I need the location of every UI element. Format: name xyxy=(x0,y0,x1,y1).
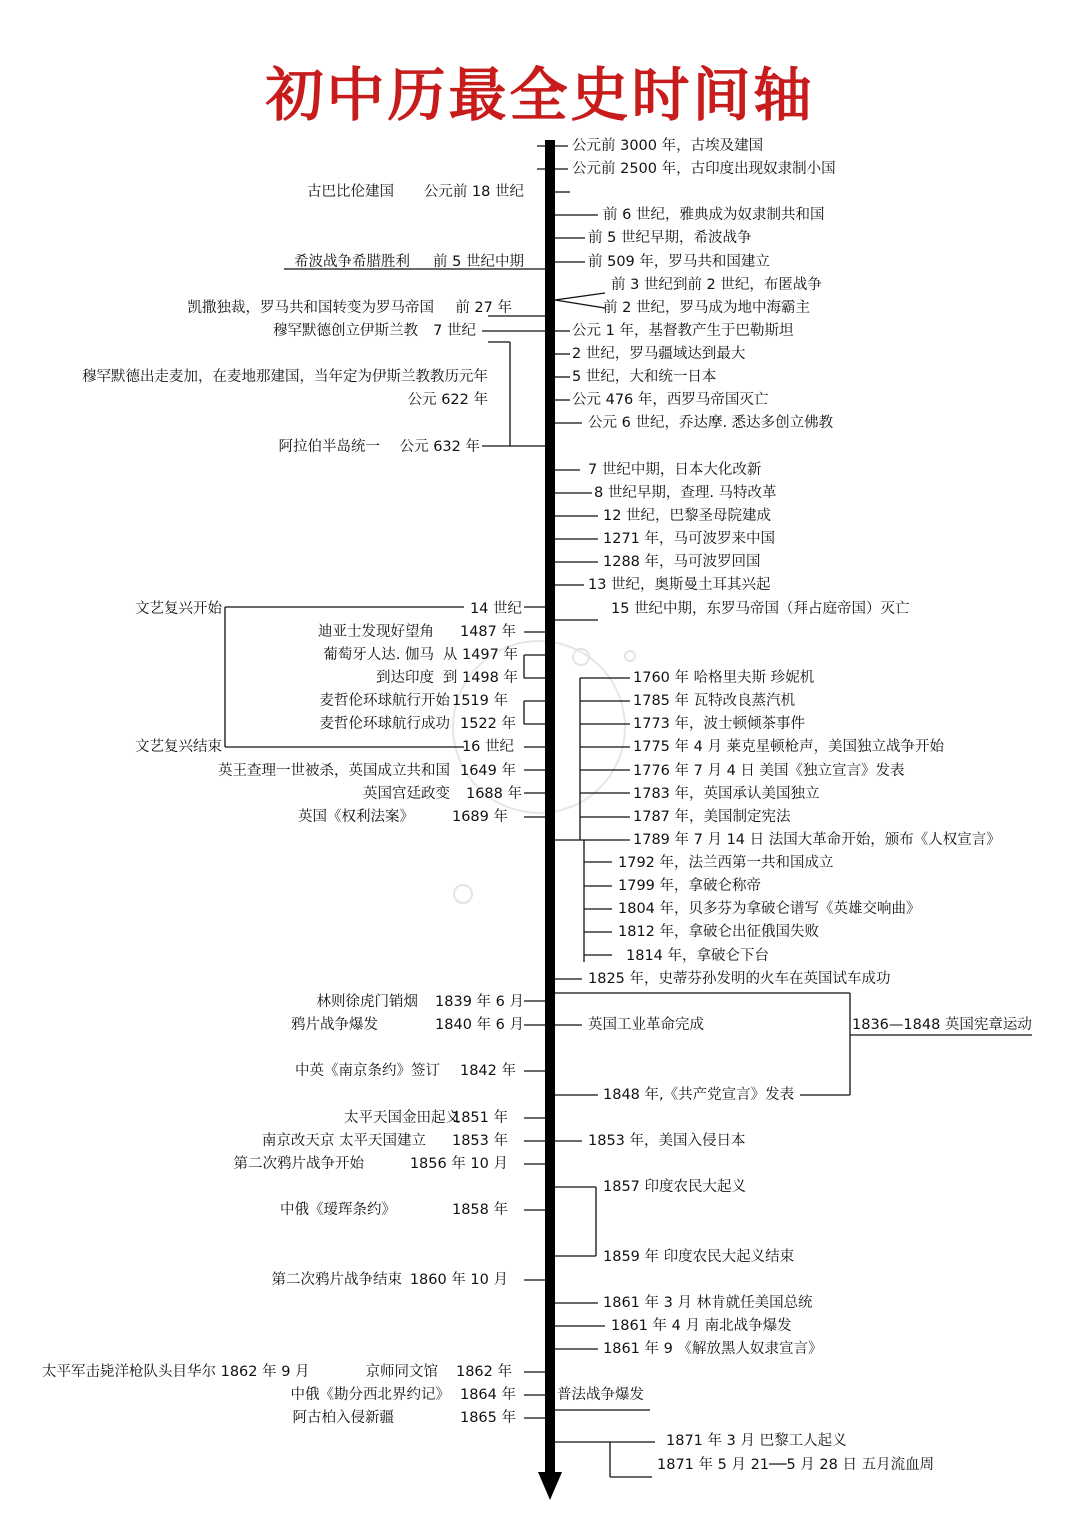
right-event: 公元 1 年，基督教产生于巴勒斯坦 xyxy=(572,323,794,339)
right-event: 前 509 年，罗马共和国建立 xyxy=(588,254,770,270)
left-event-label: 穆罕默德出走麦加，在麦地那建国，当年定为伊斯兰教教历元年 xyxy=(82,369,488,385)
right-event: 1775 年 4 月 莱克星顿枪声，美国独立战争开始 xyxy=(633,739,945,755)
left-event-label: 麦哲伦环球航行开始 xyxy=(319,693,450,709)
right-event: 公元 476 年，西罗马帝国灭亡 xyxy=(572,392,769,408)
left-event-date: 1688 年 xyxy=(465,786,522,802)
left-event-label: 南京改天京 太平天国建立 xyxy=(261,1133,426,1149)
right-event: 1288 年，马可波罗回国 xyxy=(603,554,761,570)
left-event-date: 1522 年 xyxy=(459,716,516,732)
left-event-date: 1487 年 xyxy=(459,624,516,640)
right-event: 13 世纪，奥斯曼土耳其兴起 xyxy=(588,577,771,593)
timeline-arrow-head xyxy=(538,1472,562,1500)
left-event-label: 迪亚士发现好望角 xyxy=(318,624,434,640)
left-event-date: 到 1498 年 xyxy=(442,670,518,686)
right-event: 1836—1848 英国宪章运动 xyxy=(852,1017,1032,1033)
left-event-label: 第二次鸦片战争结束 xyxy=(271,1272,402,1288)
left-event-date: 1689 年 xyxy=(451,809,508,825)
left-event-label: 阿拉伯半岛统一 xyxy=(278,439,380,455)
right-event: 前 2 世纪，罗马成为地中海霸主 xyxy=(603,300,810,316)
left-event-label: 到达印度 xyxy=(376,670,434,686)
page-title: 初中历最全史时间轴 xyxy=(265,61,815,129)
right-event: 1783 年，英国承认美国独立 xyxy=(633,786,820,802)
left-event-label: 阿古柏入侵新疆 xyxy=(292,1410,394,1426)
right-event: 7 世纪中期，日本大化改新 xyxy=(588,462,762,478)
left-event-date: 公元 632 年 xyxy=(399,439,480,455)
left-event-label: 英国《权利法案》 xyxy=(298,809,414,825)
right-event: 1814 年，拿破仑下台 xyxy=(626,948,770,964)
right-event: 15 世纪中期，东罗马帝国（拜占庭帝国）灭亡 xyxy=(611,601,910,617)
left-event-label: 中俄《勘分西北界约记》 xyxy=(290,1387,450,1403)
right-event: 1861 年 9 《解放黑人奴隶宣言》 xyxy=(603,1341,823,1357)
right-event: 1792 年，法兰西第一共和国成立 xyxy=(618,855,834,871)
right-event: 公元 6 世纪，乔达摩. 悉达多创立佛教 xyxy=(588,415,834,431)
left-event-date: 公元 622 年 xyxy=(407,392,488,408)
right-event: 公元前 2500 年，古印度出现奴隶制小国 xyxy=(572,161,836,177)
left-event-label: 英王查理一世被杀，英国成立共和国 xyxy=(218,763,450,779)
left-event-label: 英国宫廷政变 xyxy=(363,786,450,802)
left-event-label: 中英《南京条约》签订 xyxy=(295,1063,440,1079)
right-event: 1871 年 3 月 巴黎工人起义 xyxy=(666,1433,847,1449)
right-event: 1861 年 4 月 南北战争爆发 xyxy=(611,1318,792,1334)
left-event-date: 公元前 18 世纪 xyxy=(423,184,524,200)
right-event: 前 5 世纪早期，希波战争 xyxy=(588,230,752,246)
left-event-date: 1864 年 xyxy=(459,1387,516,1403)
left-event-date: 1840 年 6 月 xyxy=(435,1017,524,1033)
right-event: 1859 年 印度农民大起义结束 xyxy=(603,1249,795,1265)
right-event: 1776 年 7 月 4 日 美国《独立宣言》发表 xyxy=(633,763,905,779)
left-event-label: 太平天国金田起义 xyxy=(344,1110,460,1126)
right-event: 1773 年，波士顿倾茶事件 xyxy=(633,716,806,732)
left-event-date: 1519 年 xyxy=(451,693,508,709)
left-event-label: 古巴比伦建国 xyxy=(307,184,394,200)
left-event-date: 前 5 世纪中期 xyxy=(433,254,524,270)
timeline-axis xyxy=(545,140,555,1475)
left-event-label: 林则徐虎门销烟 xyxy=(316,994,418,1010)
left-event-label: 文艺复兴结束 xyxy=(135,739,222,755)
left-event-date: 1839 年 6 月 xyxy=(435,994,524,1010)
left-event-label: 凯撒独裁，罗马共和国转变为罗马帝国 xyxy=(187,300,434,316)
right-event: 1271 年，马可波罗来中国 xyxy=(603,531,776,547)
left-event-label: 麦哲伦环球航行成功 xyxy=(319,716,450,732)
timeline-connector xyxy=(555,300,605,308)
right-event: 英国工业革命完成 xyxy=(588,1017,704,1033)
right-event: 1785 年 瓦特改良蒸汽机 xyxy=(633,693,796,709)
right-event: 5 世纪，大和统一日本 xyxy=(572,369,717,385)
right-event: 1853 年，美国入侵日本 xyxy=(588,1133,746,1149)
right-event: 前 3 世纪到前 2 世纪，布匿战争 xyxy=(611,277,822,293)
left-event-date: 1842 年 xyxy=(459,1063,516,1079)
left-event-label: 第二次鸦片战争开始 xyxy=(233,1156,364,1172)
left-event-date: 前 27 年 xyxy=(455,300,512,316)
right-event: 普法战争爆发 xyxy=(557,1387,644,1403)
right-event: 8 世纪早期，查理. 马特改革 xyxy=(594,485,777,501)
left-event-date: 1853 年 xyxy=(451,1133,508,1149)
right-event: 1825 年，史蒂芬孙发明的火车在英国试车成功 xyxy=(588,971,891,987)
right-event: 1787 年，美国制定宪法 xyxy=(633,809,791,825)
right-event: 1812 年，拿破仑出征俄国失败 xyxy=(618,924,820,940)
left-event-date: 1856 年 10 月 xyxy=(409,1156,508,1172)
left-event-label: 太平军击毙洋枪队头目华尔 1862 年 9 月 xyxy=(42,1364,310,1380)
left-event-label: 中俄《瑷珲条约》 xyxy=(280,1202,396,1218)
right-event: 2 世纪，罗马疆域达到最大 xyxy=(572,346,746,362)
left-event-date: 7 世纪 xyxy=(433,323,476,339)
left-event-date: 1649 年 xyxy=(459,763,516,779)
right-event: 1804 年，贝多芬为拿破仑谱写《英雄交响曲》 xyxy=(618,901,921,917)
left-event-label: 鸦片战争爆发 xyxy=(291,1017,378,1033)
left-event-date: 1860 年 10 月 xyxy=(409,1272,508,1288)
left-event-label: 葡萄牙人达. 伽马 xyxy=(323,647,434,663)
right-event: 1760 年 哈格里夫斯 珍妮机 xyxy=(633,670,815,686)
right-event: 1789 年 7 月 14 日 法国大革命开始，颁布《人权宣言》 xyxy=(633,832,1001,848)
right-event: 1871 年 5 月 21──5 月 28 日 五月流血周 xyxy=(657,1457,935,1473)
left-event-date: 14 世纪 xyxy=(469,601,522,617)
right-event: 前 6 世纪，雅典成为奴隶制共和国 xyxy=(603,207,825,223)
right-event: 12 世纪，巴黎圣母院建成 xyxy=(603,508,772,524)
right-event: 1848 年,《共产党宣言》发表 xyxy=(603,1087,795,1103)
right-event: 1861 年 3 月 林肯就任美国总统 xyxy=(603,1295,813,1311)
left-event-label: 文艺复兴开始 xyxy=(135,601,222,617)
left-event-label: 穆罕默德创立伊斯兰教 xyxy=(273,323,418,339)
left-event-label: 京师同文馆 xyxy=(365,1364,438,1380)
left-event-date: 1858 年 xyxy=(451,1202,508,1218)
timeline-connector xyxy=(555,293,605,300)
right-event: 1857 印度农民大起义 xyxy=(603,1179,747,1195)
right-event: 公元前 3000 年，古埃及建国 xyxy=(572,138,764,154)
left-event-label: 希波战争希腊胜利 xyxy=(294,254,410,270)
left-event-date: 1851 年 xyxy=(451,1110,508,1126)
left-event-date: 从 1497 年 xyxy=(442,647,518,663)
right-event: 1799 年，拿破仑称帝 xyxy=(618,878,762,894)
left-event-date: 16 世纪 xyxy=(461,739,514,755)
left-event-date: 1865 年 xyxy=(459,1410,516,1426)
left-event-date: 1862 年 xyxy=(455,1364,512,1380)
